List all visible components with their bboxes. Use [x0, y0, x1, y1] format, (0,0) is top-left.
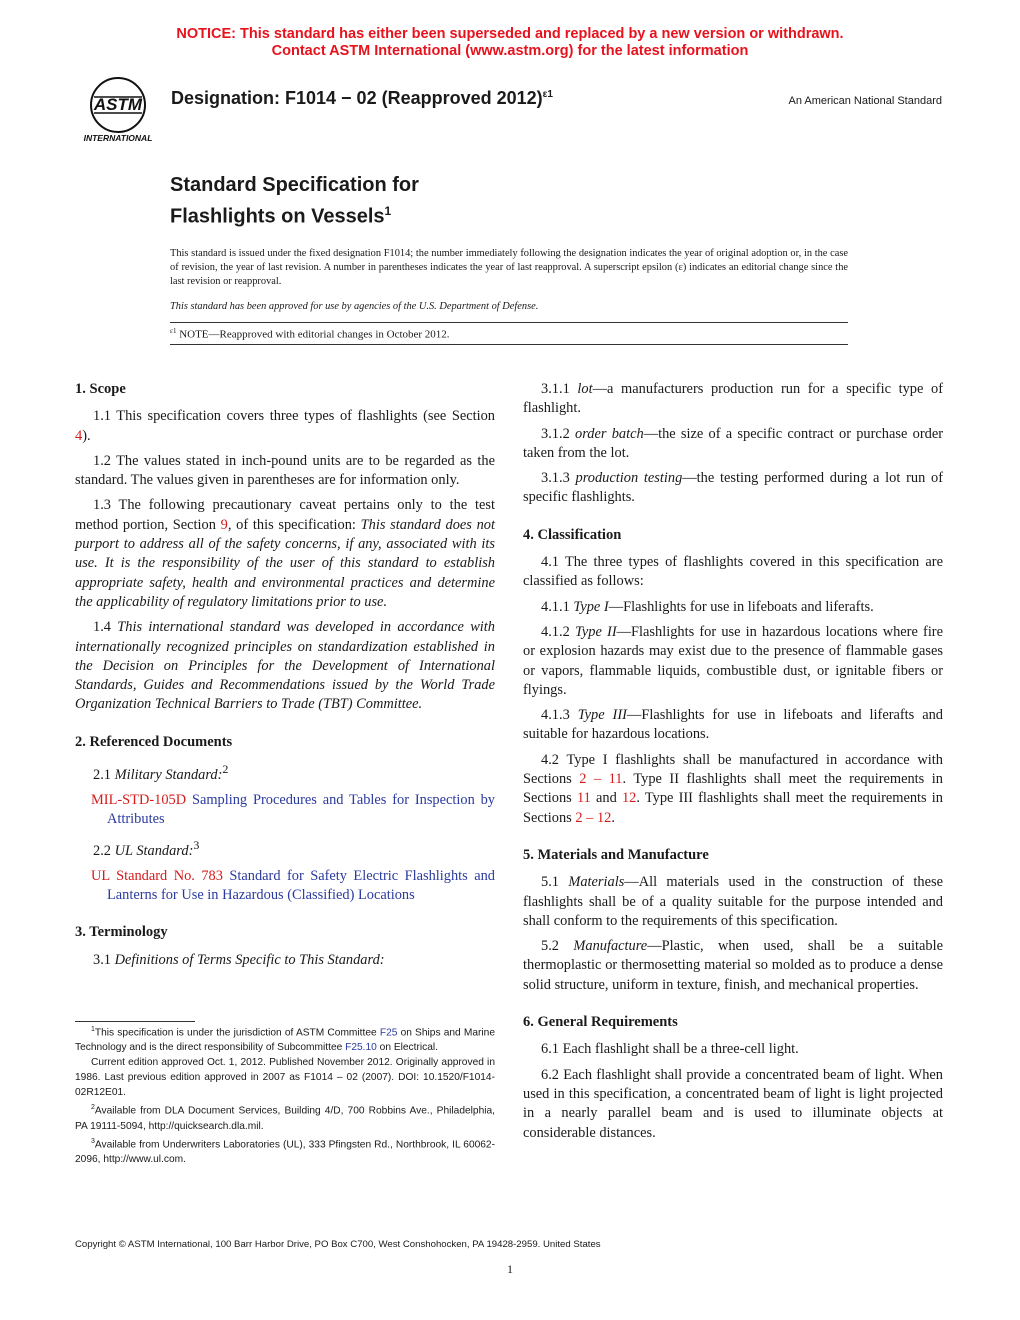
page-title — [170, 172, 419, 230]
dod-approval: This standard has been approved for use by agencies of the U.S. Department of Defense. — [170, 301, 539, 312]
designation — [171, 88, 553, 109]
para-4-2: 4.2 Type I flashlights shall be manufactured in accordance with Sections 2 – 11. Type II flashlights shall meet the requirements in Sections 11 and 12. Type III flashlights shall meet the requirements in Sections 2 – 12. — [523, 751, 943, 826]
page-number: 1 — [507, 1262, 513, 1276]
notice-line-2: Contact ASTM International (www.astm.org) for the latest information — [271, 43, 749, 59]
para-4-1-2: 4.1.2 Type II—Flashlights for use in hazardous locations where fire or explosion hazards may exist due to the presence of flammable gases or vapors, flammable liquids, combustible dust, or ignitable fibers or flyings. — [523, 623, 943, 698]
section-1-heading: 1. Scope — [75, 381, 126, 397]
para-2-2: 2.2 UL Standard:$^3$ — [93, 837, 200, 859]
footnote-3: $^3$Available from Underwriters Laboratories (UL), 333 Pfingsten Rd., Northbrook, IL 60062-2096, http://www.ul.com. — [75, 1137, 495, 1166]
astm-logo-icon — [76, 75, 160, 145]
sections-2-11-link[interactable]: 2 – 11 — [579, 771, 623, 788]
para-4-1-1: 4.1.1 Type I—Flashlights for use in lifeboats and liferafts. — [541, 598, 874, 615]
divider-top — [170, 322, 848, 323]
american-national-standard: An American National Standard — [788, 95, 942, 107]
para-2-1: 2.1 Military Standard:$^2$ — [93, 762, 229, 783]
title-line-2: Flashlights on Vessels$^1$ — [170, 204, 392, 228]
para-6-2: 6.2 Each flashlight shall provide a concentrated beam of light. When used in this specification, a concentrated beam of light is light projected in a nearly parallel beam and is used to illuminate objects at considerable distances. — [523, 1066, 943, 1141]
logo-text: ASTM — [93, 95, 143, 114]
section-4-link[interactable]: 4 — [75, 427, 83, 444]
left-column — [75, 380, 495, 976]
copyright: Copyright © ASTM International, 100 Barr Harbor Drive, PO Box C700, West Conshohocken, PA 19428-2959. United States — [75, 1239, 601, 1250]
ref-ul-standard: UL Standard No. 783 Standard for Safety Electric Flashlights and Lanterns for Use in Hazardous (Classified) Locations — [91, 867, 495, 904]
logo-subtext: INTERNATIONAL — [83, 133, 153, 143]
para-4-1-3: 4.1.3 Type III—Flashlights for use in lifeboats and liferafts and suitable for hazardous locations. — [523, 707, 943, 743]
title-line-1: Standard Specification for — [170, 174, 419, 196]
footnote-3-ref[interactable]: 3 — [193, 837, 200, 852]
footnote-1: $^1$This specification is under the jurisdiction of ASTM Committee F25 on Ships and Marine Technology and is the direct responsibility of Subcommittee F25.10 on Electrical. — [75, 1026, 495, 1054]
notice-banner — [0, 26, 1020, 60]
title-footnote-ref[interactable]: 1 — [384, 204, 392, 218]
section-12-link[interactable]: 12 — [621, 790, 637, 807]
issued-statement: This standard is issued under the fixed designation F1014; the number immediately following the designation indicates the year of original adoption or, in the case of revision, the year of last revision. A number in parentheses indicates the year of last reapproval. A superscript epsilon (ε) indicates an editorial change since the last revision or reapproval. — [170, 248, 848, 287]
ref-mil-std: MIL-STD-105D Sampling Procedures and Tables for Inspection by Attributes — [91, 792, 495, 828]
para-3-1-3: 3.1.3 production testing—the testing performed during a lot run of specific flashlights. — [523, 470, 944, 506]
footnote-2: $^2$Available from DLA Document Services, Building 4/D, 700 Robbins Ave., Philadelphia, PA 19111-5094, http://quicksearch.dla.mil. — [75, 1104, 495, 1132]
divider-bottom — [170, 344, 848, 345]
section-3-heading: 3. Terminology — [75, 924, 168, 941]
right-column — [523, 380, 943, 1149]
f25-10-link[interactable]: F25.10 — [345, 1042, 377, 1054]
para-6-1: 6.1 Each flashlight shall be a three-cell light. — [541, 1041, 799, 1058]
editorial-note: $^{\varepsilon 1}$ NOTE—Reapproved with editorial changes in October 2012. — [170, 327, 450, 341]
footnote-1-edition: Current edition approved Oct. 1, 2012. Published November 2012. Originally approved in 1986. Last previous edition approved in 2007 as F1014 – 02 (2007). DOI: 10.1520/F1014-02R12E01. — [75, 1057, 495, 1099]
f25-link[interactable]: F25 — [379, 1027, 398, 1039]
para-3-1-1: 3.1.1 lot—a manufacturers production run for a specific type of flashlight. — [523, 381, 943, 417]
para-4-1: 4.1 The three types of flashlights covered in this specification are classified as follows: — [523, 554, 943, 590]
para-1-1: 1.1 This specification covers three types of flashlights (see Section 4). — [75, 408, 495, 444]
section-4-heading: 4. Classification — [523, 526, 622, 543]
notice-line-1: NOTICE: This standard has either been superseded and replaced by a new version or withdrawn. — [176, 26, 844, 42]
para-3-1: 3.1 Definitions of Terms Specific to This Standard: — [93, 951, 385, 968]
section-11-link[interactable]: 11 — [576, 790, 591, 807]
designation-text: Designation: F1014 − 02 (Reapproved 2012) — [171, 88, 543, 108]
para-5-2: 5.2 Manufacture—Plastic, when used, shall be a suitable thermoplastic or thermosetting material so molded as to produce a dense solid structure, uniform in texture, finish, and mechanical properties. — [523, 938, 943, 993]
section-6-heading: 6. General Requirements — [523, 1014, 678, 1031]
para-1-2: 1.2 The values stated in inch-pound units are to be regarded as the standard. The values given in parentheses are for information only. — [75, 452, 495, 489]
section-2-heading: 2. Referenced Documents — [75, 733, 233, 750]
para-3-1-2: 3.1.2 order batch—the size of a specific contract or purchase order taken from the lot. — [523, 425, 943, 461]
sections-2-12-link[interactable]: 2 – 12 — [575, 809, 612, 826]
para-1-4: 1.4 This international standard was developed in accordance with internationally recognized principles on standardization established in the Decision on Principles for the Development of International Standards, Guides and Recommendations issued by the World Trade Organization Technical Barriers to Trade (TBT) Committee. — [75, 619, 495, 713]
footnotes — [75, 1022, 495, 1167]
para-1-3: 1.3 The following precautionary caveat pertains only to the test method portion, Section 9, of this specification: This standard does not purport to address all of the safety concerns, if any, associated with its use. It is the responsibility of the user of this standard to establish appropriate safety, health and environmental practices and determine the applicability of regulatory limitations prior to use. — [75, 497, 495, 610]
footnote-2-ref[interactable]: 2 — [222, 762, 229, 777]
section-9-link[interactable]: 9 — [220, 516, 228, 533]
mil-std-link[interactable]: MIL-STD-105D — [91, 792, 187, 809]
section-5-heading: 5. Materials and Manufacture — [523, 846, 709, 863]
ul-standard-link[interactable]: UL Standard No. 783 — [91, 867, 223, 884]
designation-epsilon: ε1 — [542, 89, 553, 100]
para-5-1: 5.1 Materials—All materials used in the construction of these flashlights shall be of a quality suitable for the purpose intended and shall conform to the requirements of this specification. — [523, 874, 943, 929]
